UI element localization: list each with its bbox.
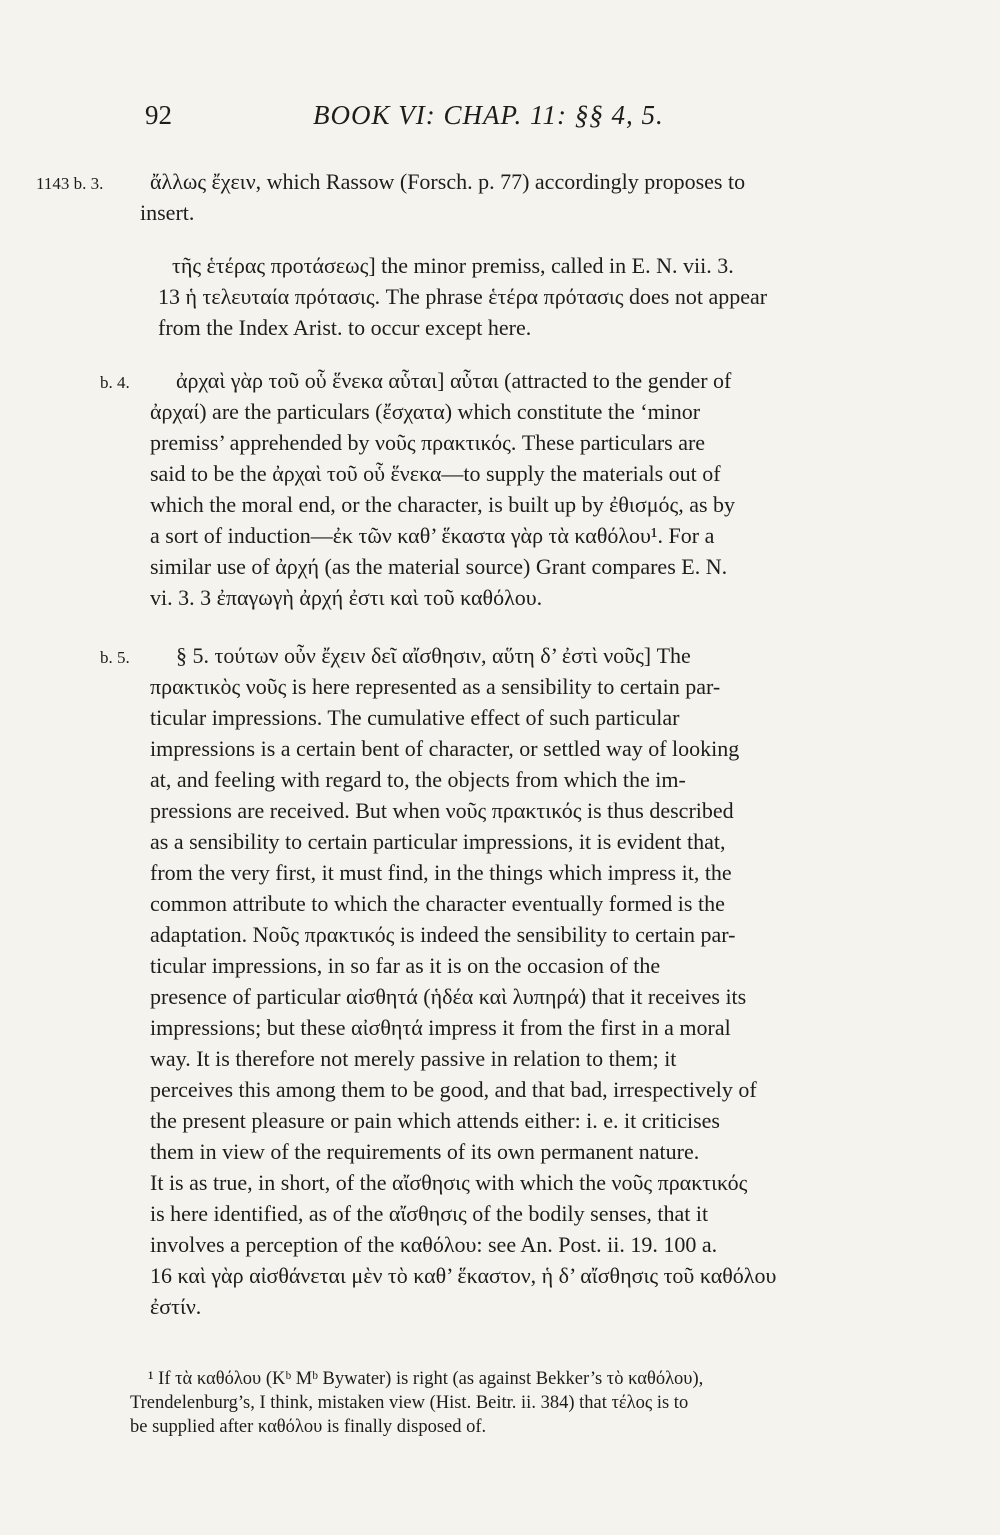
text-line: from the very first, it must find, in the things which impress it, the [150,860,732,885]
text-line: 13 ἡ τελευταία πρότασις. The phrase ἑτέρα πρότασις does not appear [158,284,768,309]
page-number: 92 [145,100,172,130]
text-line: pressions are received. But when νοῦς πρακτικός is thus described [150,798,734,823]
text-line: the present pleasure or pain which attends either: i. e. it criticises [150,1108,720,1133]
text-line: vi. 3. 3 ἐπαγωγὴ ἀρχή ἐστι καὶ τοῦ καθόλου. [150,585,543,610]
text-line: 16 καὶ γὰρ αἰσθάνεται μὲν τὸ καθ’ ἕκαστον, ἡ δ’ αἴσθησις τοῦ καθόλου [150,1263,777,1288]
text-line: presence of particular αἰσθητά (ἡδέα καὶ λυπηρά) that it receives its [150,984,747,1009]
text-line: ticular impressions, in so far as it is on the occasion of the [150,953,661,978]
text-line: adaptation. Νοῦς πρακτικός is indeed the sensibility to certain par- [150,922,736,947]
text-line: similar use of ἀρχή (as the material source) Grant compares E. N. [150,554,728,579]
text-line: ἐστίν. [150,1294,202,1319]
text-line: impressions is a certain bent of character, or settled way of looking [150,736,740,761]
text-line: way. It is therefore not merely passive in relation to them; it [150,1046,677,1071]
text-line: impressions; but these αἰσθητά impress it from the first in a moral [150,1015,731,1040]
line-reference: b. 5. [100,648,130,667]
text-line: insert. [140,200,195,225]
footnote-line: be supplied after καθόλου is finally disposed of. [130,1417,487,1437]
text-line: πρακτικὸς νοῦς is here represented as a sensibility to certain par- [150,674,721,699]
footnote-line: Trendelenburg’s, I think, mistaken view (Hist. Beitr. ii. 384) that τέλος is to [130,1393,689,1413]
text-line: said to be the ἀρχαὶ τοῦ οὗ ἕνεκα—to supply the materials out of [150,461,721,486]
text-line: involves a perception of the καθόλου: see An. Post. ii. 19. 100 a. [150,1232,718,1257]
line-reference: 1143 b. 3. [36,174,104,193]
line-reference: b. 4. [100,373,130,392]
text-line: common attribute to which the character eventually formed is the [150,891,725,916]
text-line: ticular impressions. The cumulative effect of such particular [150,705,680,730]
text-line: is here identified, as of the αἴσθησις of the bodily senses, that it [150,1201,709,1226]
text-line: premiss’ apprehended by νοῦς πρακτικός. These particulars are [150,430,706,455]
text-line: perceives this among them to be good, and that bad, irrespectively of [150,1077,757,1102]
text-line: ἀρχαὶ γὰρ τοῦ οὗ ἕνεκα αὗται] αὗται (attracted to the gender of [176,368,732,393]
text-line: at, and feeling with regard to, the objects from which the im- [150,767,686,792]
text-line: them in view of the requirements of its own permanent nature. [150,1139,700,1164]
footnote-line: ¹ If τὰ καθόλου (Kᵇ Mᵇ Bywater) is right (as against Bekker’s τὸ καθόλου), [148,1369,704,1389]
running-title: BOOK VI: CHAP. 11: §§ 4, 5. [313,100,664,130]
text-line: ἄλλως ἔχειν, which Rassow (Forsch. p. 77) accordingly proposes to [150,169,746,194]
text-line: § 5. τούτων οὖν ἔχειν δεῖ αἴσθησιν, αὕτη δ’ ἐστὶ νοῦς] The [176,643,691,668]
text-line: τῆς ἑτέρας προτάσεως] the minor premiss, called in E. N. vii. 3. [172,253,734,278]
text-line: from the Index Arist. to occur except here. [158,315,532,340]
text-line: It is as true, in short, of the αἴσθησις with which the νοῦς πρακτικός [150,1170,748,1195]
text-line: as a sensibility to certain particular impressions, it is evident that, [150,829,726,854]
text-line: which the moral end, or the character, is built up by ἐθισμός, as by [150,492,736,517]
text-line: a sort of induction—ἐκ τῶν καθ’ ἕκαστα γὰρ τὰ καθόλου¹. For a [150,523,715,548]
text-line: ἀρχαί) are the particulars (ἔσχατα) which constitute the ‘minor [150,399,701,424]
